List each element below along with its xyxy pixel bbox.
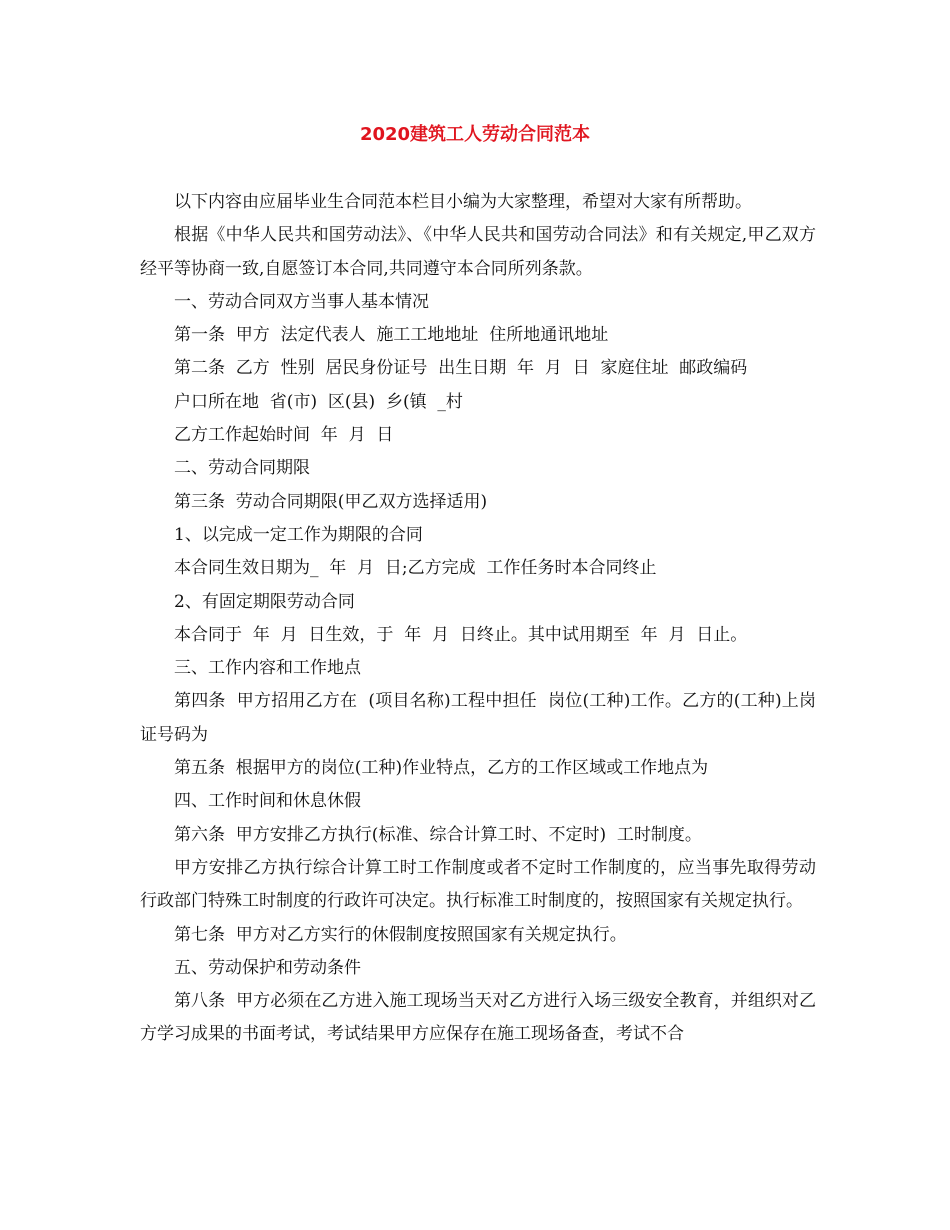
article-2-registered-residence: 户口所在地 省(市) 区(县) 乡(镇 _村 xyxy=(174,391,463,412)
article-7: 第七条 甲方对乙方实行的休假制度按照国家有关规定执行。 xyxy=(174,924,627,945)
article-8: 第八条 甲方必须在乙方进入施工现场当天对乙方进行入场三级安全教育，并组织对乙方学习成果的书面考试，考试结果甲方应保存在施工现场备查，考试不合 xyxy=(140,991,816,1045)
article-3-option-1-detail: 本合同生效日期为_ 年 月 日;乙方完成 工作任务时本合同终止 xyxy=(174,558,657,579)
article-6-detail: 甲方安排乙方执行综合计算工时工作制度或者不定时工作制度的，应当事先取得劳动行政部门特殊工时制度的行政许可决定。执行标准工时制度的，按照国家有关规定执行。 xyxy=(140,857,816,912)
document-title: 2020建筑工人劳动合同范本 xyxy=(359,124,591,145)
article-6: 第六条 甲方安排乙方执行(标准、综合计算工时、不定时) 工时制度。 xyxy=(174,824,702,845)
article-3: 第三条 劳动合同期限(甲乙双方选择适用) xyxy=(174,491,488,512)
article-3-option-2: 2、有固定期限劳动合同 xyxy=(174,591,355,612)
paragraph-legal-basis: 根据《中华人民共和国劳动法》、《中华人民共和国劳动合同法》和有关规定,甲乙双方经平等协商一致,自愿签订本合同,共同遵守本合同所列条款。 xyxy=(140,225,816,279)
section-heading-1: 一、劳动合同双方当事人基本情况 xyxy=(174,291,429,312)
paragraph-intro: 以下内容由应届毕业生合同范本栏目小编为大家整理，希望对大家有所帮助。 xyxy=(174,192,752,212)
section-heading-5: 五、劳动保护和劳动条件 xyxy=(174,957,361,978)
article-1: 第一条 甲方 法定代表人 施工工地地址 住所地通讯地址 xyxy=(174,325,609,346)
document-body xyxy=(140,186,816,1052)
section-heading-2: 二、劳动合同期限 xyxy=(174,458,310,479)
article-2: 第二条 乙方 性别 居民身份证号 出生日期 年 月 日 家庭住址 邮政编码 xyxy=(174,358,748,379)
article-2-start-date: 乙方工作起始时间 年 月 日 xyxy=(174,425,394,446)
article-5: 第五条 根据甲方的岗位(工种)作业特点，乙方的工作区域或工作地点为 xyxy=(174,758,709,779)
article-4: 第四条 甲方招用乙方在 (项目名称)工程中担任 岗位(工种)工作。乙方的(工种)上岗证号码为 xyxy=(140,691,816,745)
article-3-option-2-detail: 本合同于 年 月 日生效，于 年 月 日终止。其中试用期至 年 月 日止。 xyxy=(174,624,748,645)
section-heading-4: 四、工作时间和休息休假 xyxy=(174,791,361,812)
article-3-option-1: 1、以完成一定工作为期限的合同 xyxy=(174,524,423,545)
section-heading-3: 三、工作内容和工作地点 xyxy=(174,658,361,679)
